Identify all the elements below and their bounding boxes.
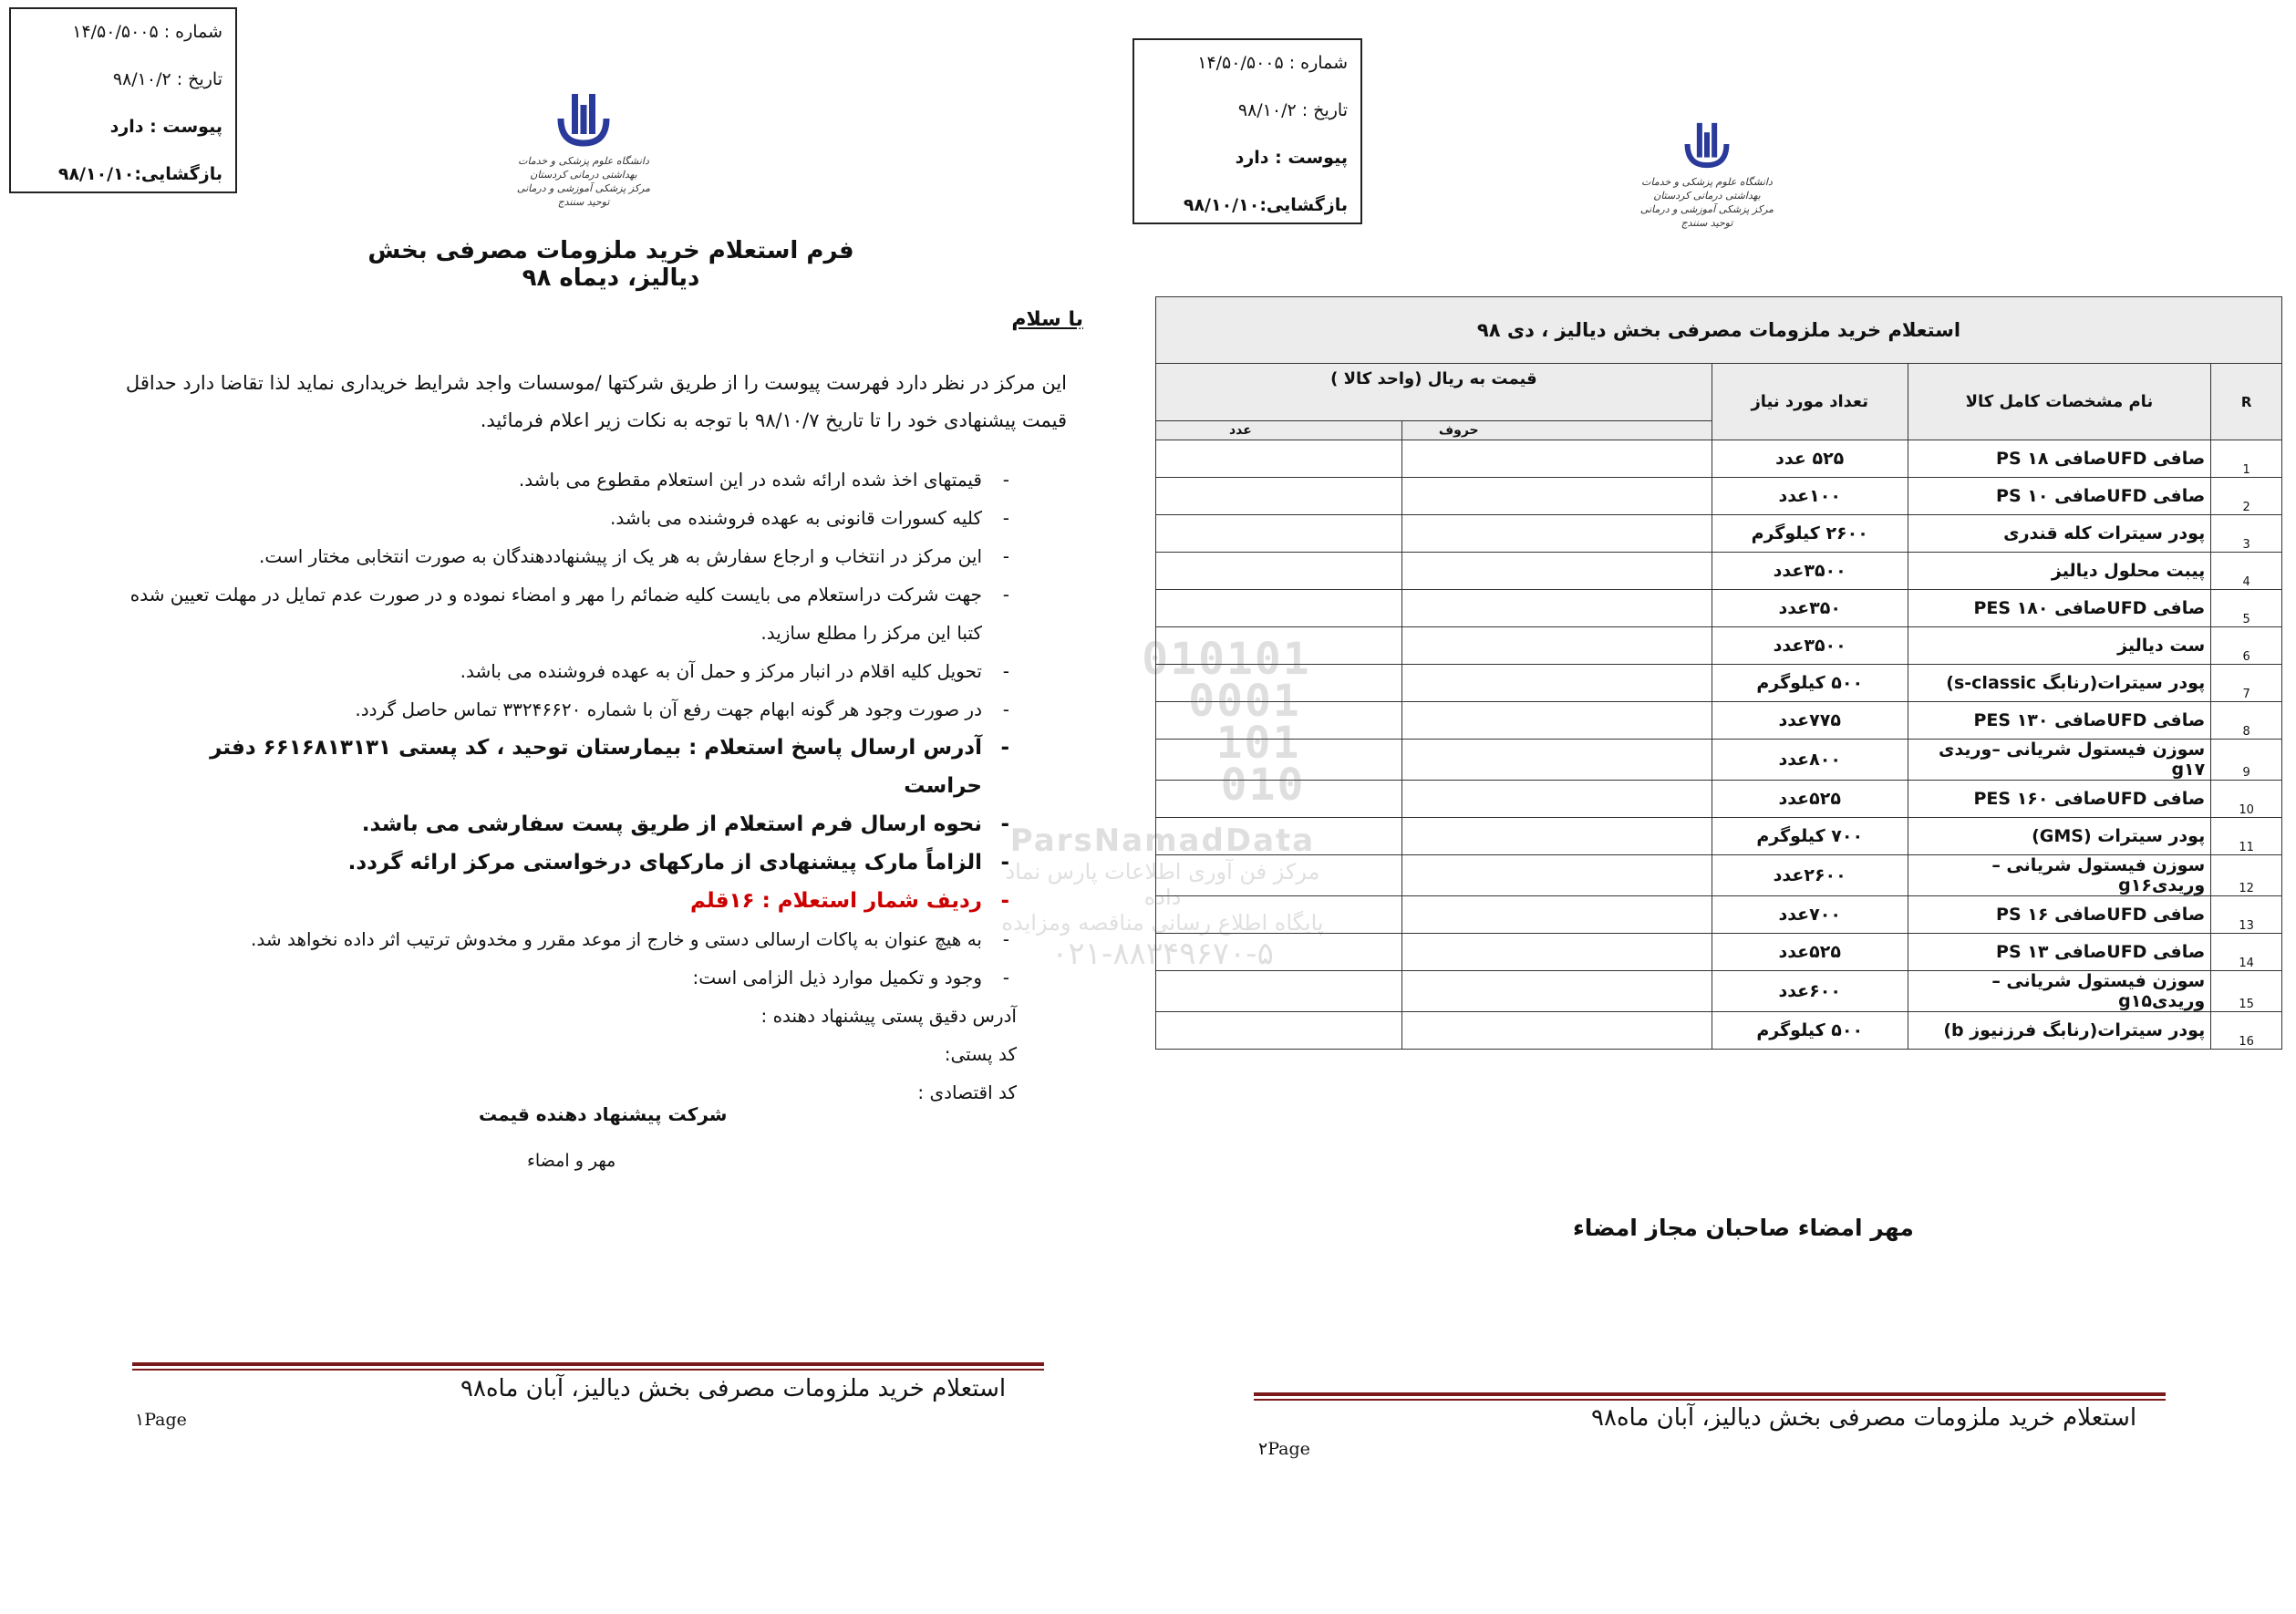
col-price: قیمت به ریال (واحد کالا ) (1156, 364, 1712, 421)
item-quantity: ۳۵۰۰عدد (1712, 627, 1908, 665)
row-number: 2 (2211, 478, 2282, 515)
logo-caption-2: مرکز پزشکی آموزشی و درمانی توحید سنندج (516, 182, 651, 208)
page-footer: استعلام خرید ملزومات مصرفی بخش دیالیز، آبان ماه۹۸ (1591, 1404, 2137, 1432)
table-row (1156, 590, 2282, 627)
watermark-binary: 0001 (1188, 676, 1301, 727)
item-quantity: ۲۶۰۰عدد (1712, 855, 1908, 896)
item-quantity: ۳۵۰عدد (1712, 590, 1908, 627)
brand-requirement: - الزاماً مارک پیشنهادی از مارکهای درخواستی مرکز ارائه گردد. (128, 843, 1017, 882)
page-number: ۱Page (135, 1410, 187, 1430)
form-title: فرم استعلام خرید ملزومات مصرفی بخش دیالیز، دیماه ۹۸ (367, 237, 854, 292)
row-number: 9 (2211, 740, 2282, 781)
row-number: 13 (2211, 896, 2282, 934)
intro-paragraph: این مرکز در نظر دارد فهرست پیوست را از طریق شرکتها /موسسات واجد شرایط خریداری نماید لذا تقاضا دارد حداقل قیمت پیشنهادی خود را تا تاریخ ۹۸/۱۰/۷ با توجه به نکات زیر اعلام فرمائید. (125, 372, 1067, 431)
bidder-company-label: شرکت پیشنهاد دهنده قیمت (479, 1103, 728, 1125)
logo-emblem-icon (1680, 117, 1734, 171)
item-name: ست دیالیز (1908, 627, 2211, 665)
watermark-binary: 010 (1220, 760, 1306, 811)
opening-date: بازگشایی:۹۸/۱۰/۱۰ (57, 164, 222, 184)
col-r: R (2211, 364, 2282, 440)
opening-date: بازگشایی:۹۸/۱۰/۱۰ (1183, 195, 1348, 215)
row-number: 4 (2211, 553, 2282, 590)
left-info-box (9, 7, 237, 193)
row-number: 12 (2211, 855, 2282, 896)
logo-caption-2: مرکز پزشکی آموزشی و درمانی توحید سنندج (1639, 203, 1774, 229)
table-row (1156, 553, 2282, 590)
logo-caption-1: دانشگاه علوم پزشکی و خدمات بهداشتی درمانی کردستان (1641, 176, 1773, 202)
list-item: - جهت شرکت دراستعلام می بایست کلیه ضمائم را مهر و امضاء نموده و در صورت عدم تمایل در مهلت تعیین شده کتبا این مرکز را مطلع سازید. (128, 575, 1017, 652)
greeting: با سلام (1011, 308, 1083, 331)
price-letters-cell[interactable] (1401, 740, 1712, 781)
bidder-stamp-label: مهر و امضاء (527, 1151, 616, 1171)
watermark-binary: 010101 (1142, 634, 1311, 685)
footer-rule (1254, 1399, 2166, 1401)
watermark-brand: ParsNamadData (1009, 823, 1316, 859)
item-name: صافی UFDصافی ۱۶ PS (1908, 896, 2211, 934)
row-number: 7 (2211, 665, 2282, 702)
price-letters-cell[interactable] (1401, 627, 1712, 665)
table-title: استعلام خرید ملزومات مصرفی بخش دیالیز ، دی ۹۸ (1156, 297, 2282, 364)
price-letters-cell[interactable] (1401, 702, 1712, 740)
list-item: - تحویل کلیه اقلام در انبار مرکز و حمل آن به عهده فروشنده می باشد. (128, 652, 1017, 690)
price-letters-cell[interactable] (1401, 855, 1712, 896)
item-name: صافی UFDصافی ۱۳ PS (1908, 934, 2211, 971)
list-item: آدرس دقیق پستی پیشنهاد دهنده : (760, 1005, 1017, 1027)
response-address: - آدرس ارسال پاسخ استعلام : بیمارستان توحید ، کد پستی ۶۶۱۶۸۱۳۱۳۱ دفتر حراست (128, 729, 1017, 805)
item-quantity: ۷۷۵عدد (1712, 702, 1908, 740)
item-name: سوزن فیستول شریانی –وریدی g۱۷ (1908, 740, 2211, 781)
col-price-digits: عدد (1156, 421, 1402, 440)
list-item: - به هیچ عنوان به پاکات ارسالی دستی و خارج از موعد مقرر و مخدوش ترتیب اثر داده نخواهد شد. (128, 920, 1017, 958)
row-number: 16 (2211, 1012, 2282, 1050)
col-item-name: نام مشخصات کامل کالا (1908, 364, 2211, 440)
table-row (1156, 515, 2282, 553)
list-item: - این مرکز در انتخاب و ارجاع سفارش به هر یک از پیشنهاددهندگان به صورت انتخابی مختار است. (128, 537, 1017, 575)
row-number: 5 (2211, 590, 2282, 627)
item-name: صافی UFDصافی ۱۰ PS (1908, 478, 2211, 515)
signature-label: مهر امضاء صاحبان مجاز امضاء (1573, 1215, 1914, 1241)
list-item: - وجود و تکمیل موارد ذیل الزامی است: (128, 958, 1017, 997)
ref-number: شماره : ۱۴/۵۰/۵۰۰۵ (72, 22, 222, 42)
item-quantity: ۱۰۰عدد (1712, 478, 1908, 515)
row-number: 8 (2211, 702, 2282, 740)
footer-rule (132, 1362, 1044, 1366)
price-letters-cell[interactable] (1401, 781, 1712, 818)
watermark (985, 634, 1340, 972)
item-count: - ردیف شمار استعلام : ۱۶قلم (128, 882, 1017, 920)
logo-emblem-icon (552, 87, 615, 150)
item-name: صافی UFDصافی ۱۸۰ PES (1908, 590, 2211, 627)
item-name: صافی UFDصافی ۱۶۰ PES (1908, 781, 2211, 818)
table-row (1156, 1012, 2282, 1050)
col-price-letters: حروف (1401, 421, 1712, 440)
item-name: پودر سیترات(رنابگ فرزنیوز b) (1908, 1012, 2211, 1050)
list-item: - در صورت وجود هر گونه ابهام جهت رفع آن با شماره ۳۳۲۴۶۶۲۰ تماس حاصل گردد. (128, 690, 1017, 729)
footer-rule (1254, 1392, 2166, 1396)
price-letters-cell[interactable] (1401, 934, 1712, 971)
item-quantity: ۵۲۵عدد (1712, 781, 1908, 818)
watermark-line1: مرکز فن آوری اطلاعات پارس نماد داده (1005, 859, 1320, 910)
ref-date: تاریخ : ۹۸/۱۰/۲ (112, 69, 222, 89)
item-quantity: ۸۰۰عدد (1712, 740, 1908, 781)
row-number: 1 (2211, 440, 2282, 478)
ref-number: شماره : ۱۴/۵۰/۵۰۰۵ (1197, 53, 1348, 73)
right-info-box (1132, 38, 1362, 224)
watermark-binary: 101 (1215, 718, 1301, 769)
list-item: کد اقتصادی : (917, 1081, 1017, 1103)
sending-method: - نحوه ارسال فرم استعلام از طریق پست سفارشی می باشد. (128, 805, 1017, 843)
row-number: 15 (2211, 971, 2282, 1012)
item-name: سوزن فیستول شریانی –وریدیg۱۵ (1908, 971, 2211, 1012)
price-letters-cell[interactable] (1401, 440, 1712, 478)
logo-caption-1: دانشگاه علوم پزشکی و خدمات بهداشتی درمانی کردستان (518, 155, 649, 181)
price-letters-cell[interactable] (1401, 896, 1712, 934)
price-digits-cell[interactable] (1156, 515, 1402, 553)
attachment: پیوست : دارد (1235, 148, 1348, 168)
item-name: صافی UFDصافی ۱۸ PS (1908, 440, 2211, 478)
price-digits-cell[interactable] (1156, 590, 1402, 627)
row-number: 6 (2211, 627, 2282, 665)
item-quantity: ۳۵۰۰عدد (1712, 553, 1908, 590)
item-name: پودر سیترات (GMS) (1908, 818, 2211, 855)
price-letters-cell[interactable] (1401, 553, 1712, 590)
table-row (1156, 971, 2282, 1012)
page-number: ۲Page (1258, 1439, 1310, 1459)
price-letters-cell[interactable] (1401, 478, 1712, 515)
university-logo (515, 87, 652, 209)
price-letters-cell[interactable] (1401, 590, 1712, 627)
item-quantity: ۶۰۰عدد (1712, 971, 1908, 1012)
price-letters-cell[interactable] (1401, 971, 1712, 1012)
footer-rule (132, 1369, 1044, 1371)
page-footer: استعلام خرید ملزومات مصرفی بخش دیالیز، آبان ماه۹۸ (460, 1375, 1007, 1402)
item-quantity: ۵۲۵ عدد (1712, 440, 1908, 478)
item-name: پودر سیترات(رنابگ s-classic) (1908, 665, 2211, 702)
price-digits-cell[interactable] (1156, 971, 1402, 1012)
watermark-line2: پایگاه اطلاع رسانی مناقصه ومزایده (1001, 910, 1324, 936)
attachment: پیوست : دارد (109, 117, 222, 137)
item-quantity: ۷۰۰ کیلوگرم (1712, 818, 1908, 855)
col-quantity: تعداد مورد نیاز (1712, 364, 1908, 440)
price-digits-cell[interactable] (1156, 440, 1402, 478)
price-letters-cell[interactable] (1401, 1012, 1712, 1050)
price-digits-cell[interactable] (1156, 478, 1402, 515)
item-name: پیبت محلول دیالیز (1908, 553, 2211, 590)
list-item: - قیمتهای اخذ شده ارائه شده در این استعلام مقطوع می باشد. (128, 460, 1017, 499)
item-name: صافی UFDصافی ۱۳۰ PES (1908, 702, 2211, 740)
item-quantity: ۵۰۰ کیلوگرم (1712, 1012, 1908, 1050)
row-number: 14 (2211, 934, 2282, 971)
list-item: - کلیه کسورات قانونی به عهده فروشنده می باشد. (128, 499, 1017, 537)
row-number: 3 (2211, 515, 2282, 553)
price-digits-cell[interactable] (1156, 1012, 1402, 1050)
ref-date: تاریخ : ۹۸/۱۰/۲ (1237, 100, 1348, 120)
price-digits-cell[interactable] (1156, 553, 1402, 590)
row-number: 10 (2211, 781, 2282, 818)
table-row (1156, 440, 2282, 478)
price-letters-cell[interactable] (1401, 818, 1712, 855)
item-name: پودر سیترات کله قندری (1908, 515, 2211, 553)
price-letters-cell[interactable] (1401, 665, 1712, 702)
item-quantity: ۵۲۵عدد (1712, 934, 1908, 971)
price-letters-cell[interactable] (1401, 515, 1712, 553)
item-quantity: ۵۰۰ کیلوگرم (1712, 665, 1908, 702)
item-quantity: ۷۰۰عدد (1712, 896, 1908, 934)
item-name: سوزن فیستول شریانی –وریدیg۱۶ (1908, 855, 2211, 896)
university-logo (1639, 117, 1775, 230)
list-item: کد پستی: (944, 1043, 1017, 1065)
row-number: 11 (2211, 818, 2282, 855)
table-row (1156, 478, 2282, 515)
conditions-list (128, 460, 1017, 1112)
item-quantity: ۲۶۰۰ کیلوگرم (1712, 515, 1908, 553)
watermark-phone: ۰۲۱-۸۸۳۴۹۶۷۰-۵ (1051, 936, 1274, 972)
